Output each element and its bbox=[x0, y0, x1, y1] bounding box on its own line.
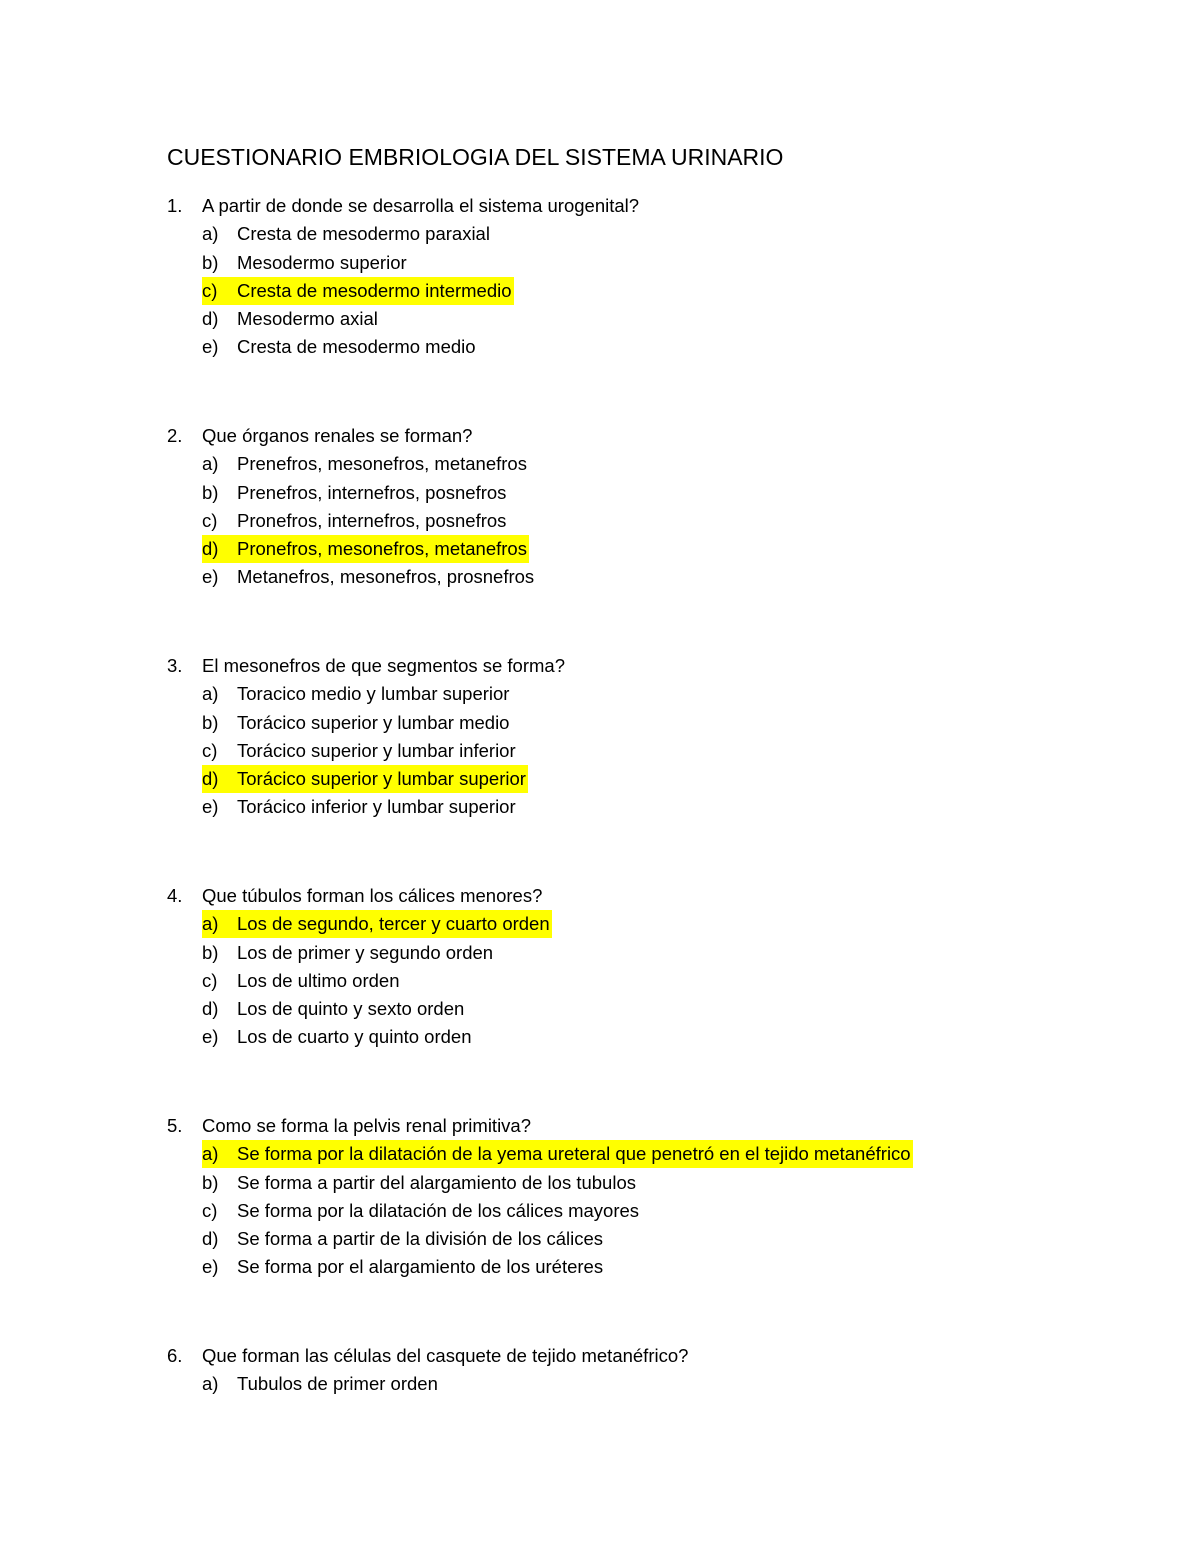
option-content bbox=[202, 793, 516, 821]
option-letter: d) bbox=[202, 538, 219, 560]
option-content bbox=[202, 995, 464, 1023]
question-text: Que forman las células del casquete de tejido metanéfrico? bbox=[202, 1345, 689, 1366]
option-letter: e) bbox=[202, 796, 219, 818]
option-content bbox=[202, 479, 506, 507]
option-letter: a) bbox=[202, 1373, 219, 1395]
answer-option bbox=[167, 507, 1067, 535]
option-content bbox=[202, 333, 476, 361]
option-content bbox=[202, 1253, 603, 1281]
question-text: El mesonefros de que segmentos se forma? bbox=[202, 655, 565, 676]
option-text: Los de segundo, tercer y cuarto orden bbox=[237, 913, 550, 935]
option-text: Torácico inferior y lumbar superior bbox=[237, 796, 516, 818]
option-content bbox=[202, 220, 490, 248]
answer-option-highlighted bbox=[167, 765, 1067, 793]
answer-option bbox=[167, 305, 1067, 333]
option-content bbox=[202, 910, 552, 938]
option-text: Mesodermo axial bbox=[237, 308, 378, 330]
option-content bbox=[202, 680, 509, 708]
option-text: Pronefros, mesonefros, metanefros bbox=[237, 538, 527, 560]
question-line bbox=[167, 192, 1067, 220]
option-content bbox=[202, 1370, 438, 1398]
option-text: Cresta de mesodermo medio bbox=[237, 336, 476, 358]
question-line bbox=[167, 422, 1067, 450]
answer-option-highlighted bbox=[167, 277, 1067, 305]
question-text: Que túbulos forman los cálices menores? bbox=[202, 885, 543, 906]
option-letter: e) bbox=[202, 336, 219, 358]
question-number: 1. bbox=[167, 195, 183, 216]
option-letter: c) bbox=[202, 739, 218, 761]
option-content bbox=[202, 967, 400, 995]
option-letter: c) bbox=[202, 509, 218, 531]
answer-option bbox=[167, 1225, 1067, 1253]
option-content bbox=[202, 450, 527, 478]
answer-option bbox=[167, 1370, 1067, 1398]
option-letter: b) bbox=[202, 481, 219, 503]
option-letter: a) bbox=[202, 223, 219, 245]
option-text: Torácico superior y lumbar inferior bbox=[237, 739, 516, 761]
option-content bbox=[202, 1023, 472, 1051]
question-line bbox=[167, 1342, 1067, 1370]
option-letter: e) bbox=[202, 566, 219, 588]
answer-option bbox=[167, 680, 1067, 708]
option-text: Cresta de mesodermo paraxial bbox=[237, 223, 490, 245]
answer-option bbox=[167, 479, 1067, 507]
option-letter: d) bbox=[202, 998, 219, 1020]
option-letter: b) bbox=[202, 941, 219, 963]
answer-option-highlighted bbox=[167, 535, 1067, 563]
option-text: Los de cuarto y quinto orden bbox=[237, 1026, 472, 1048]
option-content bbox=[202, 1169, 636, 1197]
option-text: Se forma a partir de la división de los cálices bbox=[237, 1228, 604, 1250]
question-3 bbox=[167, 652, 1067, 822]
option-content bbox=[202, 709, 509, 737]
option-content bbox=[202, 1140, 913, 1168]
answer-option bbox=[167, 1023, 1067, 1051]
question-6 bbox=[167, 1342, 1067, 1399]
option-text: Torácico superior y lumbar medio bbox=[237, 711, 510, 733]
option-letter: a) bbox=[202, 913, 219, 935]
option-content bbox=[202, 1197, 639, 1225]
option-letter: e) bbox=[202, 1026, 219, 1048]
question-text: A partir de donde se desarrolla el sistema urogenital? bbox=[202, 195, 640, 216]
option-text: Prenefros, mesonefros, metanefros bbox=[237, 453, 527, 475]
option-letter: d) bbox=[202, 768, 219, 790]
answer-option bbox=[167, 737, 1067, 765]
answer-option-highlighted bbox=[167, 910, 1067, 938]
option-letter: a) bbox=[202, 683, 219, 705]
option-letter: d) bbox=[202, 1228, 219, 1250]
option-letter: a) bbox=[202, 453, 219, 475]
question-number: 5. bbox=[167, 1115, 183, 1136]
question-text: Como se forma la pelvis renal primitiva? bbox=[202, 1115, 532, 1136]
answer-option bbox=[167, 995, 1067, 1023]
option-letter: c) bbox=[202, 279, 218, 301]
option-content bbox=[202, 305, 378, 333]
option-content bbox=[202, 1225, 603, 1253]
option-text: Se forma por la dilatación de la yema ureteral que penetró en el tejido metanéfrico bbox=[237, 1143, 911, 1165]
answer-option bbox=[167, 939, 1067, 967]
option-content bbox=[202, 737, 516, 765]
option-letter: c) bbox=[202, 969, 218, 991]
option-letter: d) bbox=[202, 308, 219, 330]
answer-option bbox=[167, 1253, 1067, 1281]
question-number: 2. bbox=[167, 425, 183, 446]
question-1 bbox=[167, 192, 1067, 362]
option-text: Los de ultimo orden bbox=[237, 969, 400, 991]
question-line bbox=[167, 882, 1067, 910]
question-2 bbox=[167, 422, 1067, 592]
option-text: Se forma por el alargamiento de los uréteres bbox=[237, 1256, 604, 1278]
option-content bbox=[202, 277, 514, 305]
answer-option bbox=[167, 793, 1067, 821]
option-text: Se forma por la dilatación de los cálices mayores bbox=[237, 1199, 640, 1221]
option-text: Toracico medio y lumbar superior bbox=[237, 683, 510, 705]
option-content bbox=[202, 535, 529, 563]
option-letter: a) bbox=[202, 1143, 219, 1165]
question-number: 6. bbox=[167, 1345, 183, 1366]
answer-option bbox=[167, 967, 1067, 995]
option-content bbox=[202, 249, 407, 277]
option-text: Pronefros, internefros, posnefros bbox=[237, 509, 507, 531]
question-line bbox=[167, 1112, 1067, 1140]
question-number: 3. bbox=[167, 655, 183, 676]
option-content bbox=[202, 765, 528, 793]
option-letter: b) bbox=[202, 1171, 219, 1193]
option-text: Los de quinto y sexto orden bbox=[237, 998, 465, 1020]
option-content bbox=[202, 507, 506, 535]
option-content bbox=[202, 563, 534, 591]
document-title: CUESTIONARIO EMBRIOLOGIA DEL SISTEMA URINARIO bbox=[167, 144, 784, 170]
answer-option bbox=[167, 563, 1067, 591]
answer-option bbox=[167, 249, 1067, 277]
option-text: Los de primer y segundo orden bbox=[237, 941, 494, 963]
question-4 bbox=[167, 882, 1067, 1052]
option-text: Mesodermo superior bbox=[237, 251, 407, 273]
option-text: Prenefros, internefros, posnefros bbox=[237, 481, 507, 503]
option-letter: c) bbox=[202, 1199, 218, 1221]
answer-option bbox=[167, 333, 1067, 361]
option-text: Torácico superior y lumbar superior bbox=[237, 768, 526, 790]
option-letter: e) bbox=[202, 1256, 219, 1278]
answer-option bbox=[167, 1169, 1067, 1197]
option-text: Se forma a partir del alargamiento de los tubulos bbox=[237, 1171, 636, 1193]
question-line bbox=[167, 652, 1067, 680]
question-text: Que órganos renales se forman? bbox=[202, 425, 473, 446]
option-text: Cresta de mesodermo intermedio bbox=[237, 279, 512, 301]
answer-option bbox=[167, 220, 1067, 248]
question-5 bbox=[167, 1112, 1067, 1282]
answer-option bbox=[167, 709, 1067, 737]
answer-option bbox=[167, 1197, 1067, 1225]
option-text: Tubulos de primer orden bbox=[237, 1373, 438, 1395]
answer-option-highlighted bbox=[167, 1140, 1067, 1168]
option-text: Metanefros, mesonefros, prosnefros bbox=[237, 566, 535, 588]
option-letter: b) bbox=[202, 251, 219, 273]
option-letter: b) bbox=[202, 711, 219, 733]
option-content bbox=[202, 939, 493, 967]
answer-option bbox=[167, 450, 1067, 478]
question-number: 4. bbox=[167, 885, 183, 906]
